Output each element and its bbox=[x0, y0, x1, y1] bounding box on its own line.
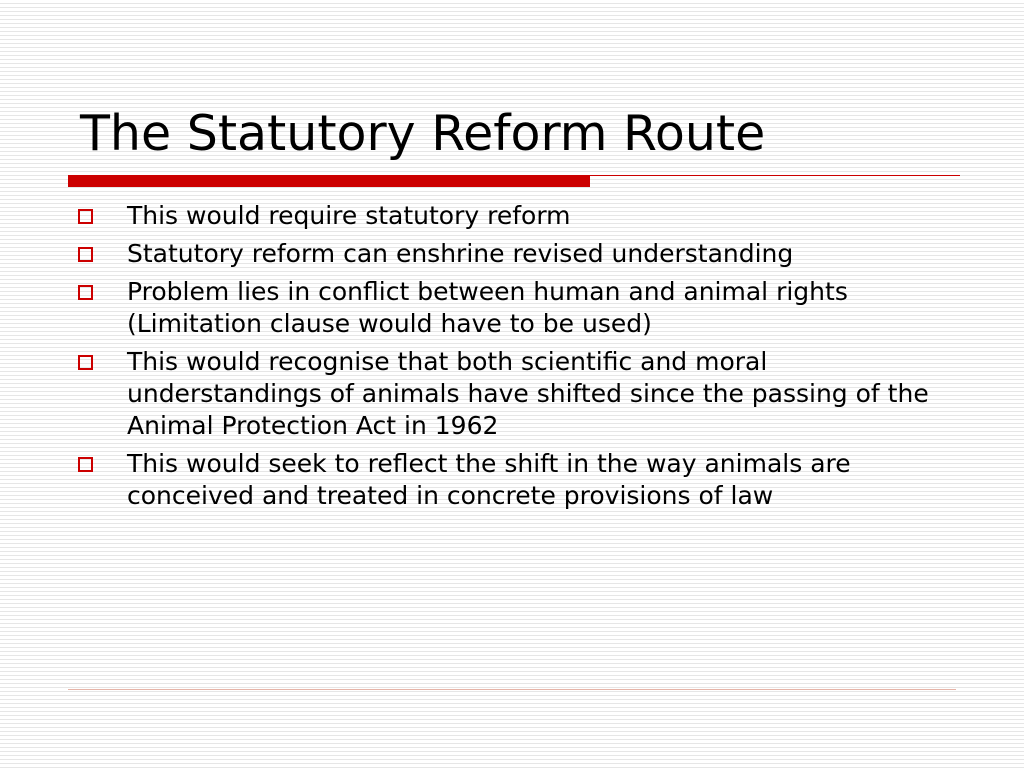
slide-title: The Statutory Reform Route bbox=[80, 105, 766, 162]
hollow-square-bullet-icon bbox=[78, 247, 93, 262]
hollow-square-bullet-icon bbox=[78, 355, 93, 370]
footer-divider bbox=[68, 689, 956, 690]
bullet-text: This would recognise that both scientific and moral understandings of animals have shifted since the passing of the Animal Protection Act in 1962 bbox=[127, 347, 929, 440]
bullet-item bbox=[76, 346, 956, 442]
title-underline-thick bbox=[68, 175, 590, 187]
bullet-list bbox=[76, 200, 956, 518]
bullet-text: Statutory reform can enshrine revised understanding bbox=[127, 239, 794, 268]
bullet-text: This would require statutory reform bbox=[127, 201, 571, 230]
title-underline-thin bbox=[590, 175, 960, 176]
bullet-item bbox=[76, 200, 956, 232]
hollow-square-bullet-icon bbox=[78, 209, 93, 224]
hollow-square-bullet-icon bbox=[78, 285, 93, 300]
hollow-square-bullet-icon bbox=[78, 457, 93, 472]
bullet-item bbox=[76, 276, 956, 340]
bullet-text: This would seek to reflect the shift in the way animals are conceived and treated in concrete provisions of law bbox=[127, 449, 851, 510]
bullet-text: Problem lies in conflict between human and animal rights (Limitation clause would have to be used) bbox=[127, 277, 848, 338]
bullet-item bbox=[76, 448, 956, 512]
bullet-item bbox=[76, 238, 956, 270]
